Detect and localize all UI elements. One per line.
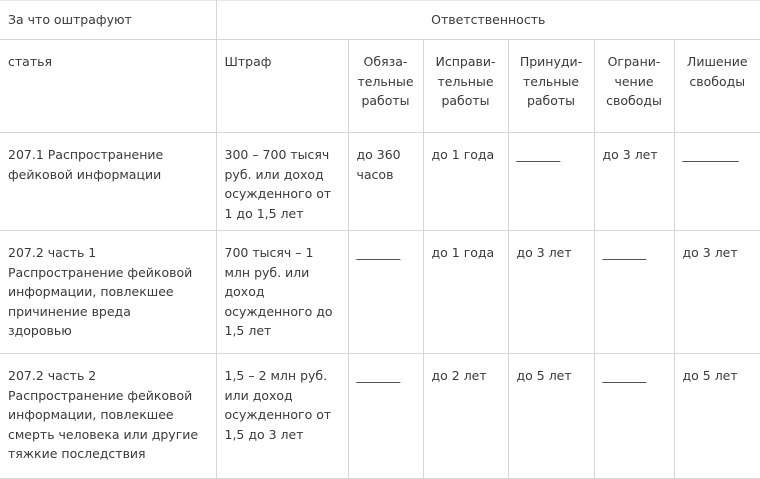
subheader-restriction-of-freedom: Ограни- чение свободы <box>594 40 674 133</box>
subheader-mandatory-work: Обяза- тельные работы <box>348 40 423 133</box>
header-liability: Ответственность <box>216 1 760 40</box>
cell-mandatory-work: _______ <box>348 354 423 479</box>
cell-corrective-work: до 1 года <box>423 231 508 354</box>
subheader-fine: Штраф <box>216 40 348 133</box>
cell-deprivation-of-freedom: до 5 лет <box>674 354 760 479</box>
cell-forced-work: до 5 лет <box>508 354 594 479</box>
cell-mandatory-work: до 360 часов <box>348 133 423 231</box>
cell-article: 207.1 Распространение фейковой информации <box>0 133 216 231</box>
table-subheader-row <box>0 40 760 133</box>
subheader-corrective-work: Исправи- тельные работы <box>423 40 508 133</box>
cell-article: 207.2 часть 1 Распространение фейковой информации, повлекшее причинение вреда здоровью <box>0 231 216 354</box>
cell-article: 207.2 часть 2 Распространение фейковой информации, повлекшее смерть человека или другие тяжкие последствия <box>0 354 216 479</box>
cell-forced-work: _______ <box>508 133 594 231</box>
cell-forced-work: до 3 лет <box>508 231 594 354</box>
cell-restriction-of-freedom: _______ <box>594 354 674 479</box>
table-row <box>0 354 760 479</box>
cell-corrective-work: до 1 года <box>423 133 508 231</box>
table-row <box>0 231 760 354</box>
subheader-forced-work: Принуди- тельные работы <box>508 40 594 133</box>
header-offense: За что оштрафуют <box>0 1 216 40</box>
cell-deprivation-of-freedom: до 3 лет <box>674 231 760 354</box>
subheader-deprivation-of-freedom: Лишение свободы <box>674 40 760 133</box>
cell-mandatory-work: _______ <box>348 231 423 354</box>
table-header-row <box>0 1 760 40</box>
cell-restriction-of-freedom: _______ <box>594 231 674 354</box>
cell-fine: 300 – 700 тысяч руб. или доход осужденного от 1 до 1,5 лет <box>216 133 348 231</box>
cell-fine: 700 тысяч – 1 млн руб. или доход осужденного до 1,5 лет <box>216 231 348 354</box>
subheader-article: статья <box>0 40 216 133</box>
table-row <box>0 133 760 231</box>
cell-restriction-of-freedom: до 3 лет <box>594 133 674 231</box>
cell-fine: 1,5 – 2 млн руб. или доход осужденного от 1,5 до 3 лет <box>216 354 348 479</box>
cell-deprivation-of-freedom: _________ <box>674 133 760 231</box>
cell-corrective-work: до 2 лет <box>423 354 508 479</box>
